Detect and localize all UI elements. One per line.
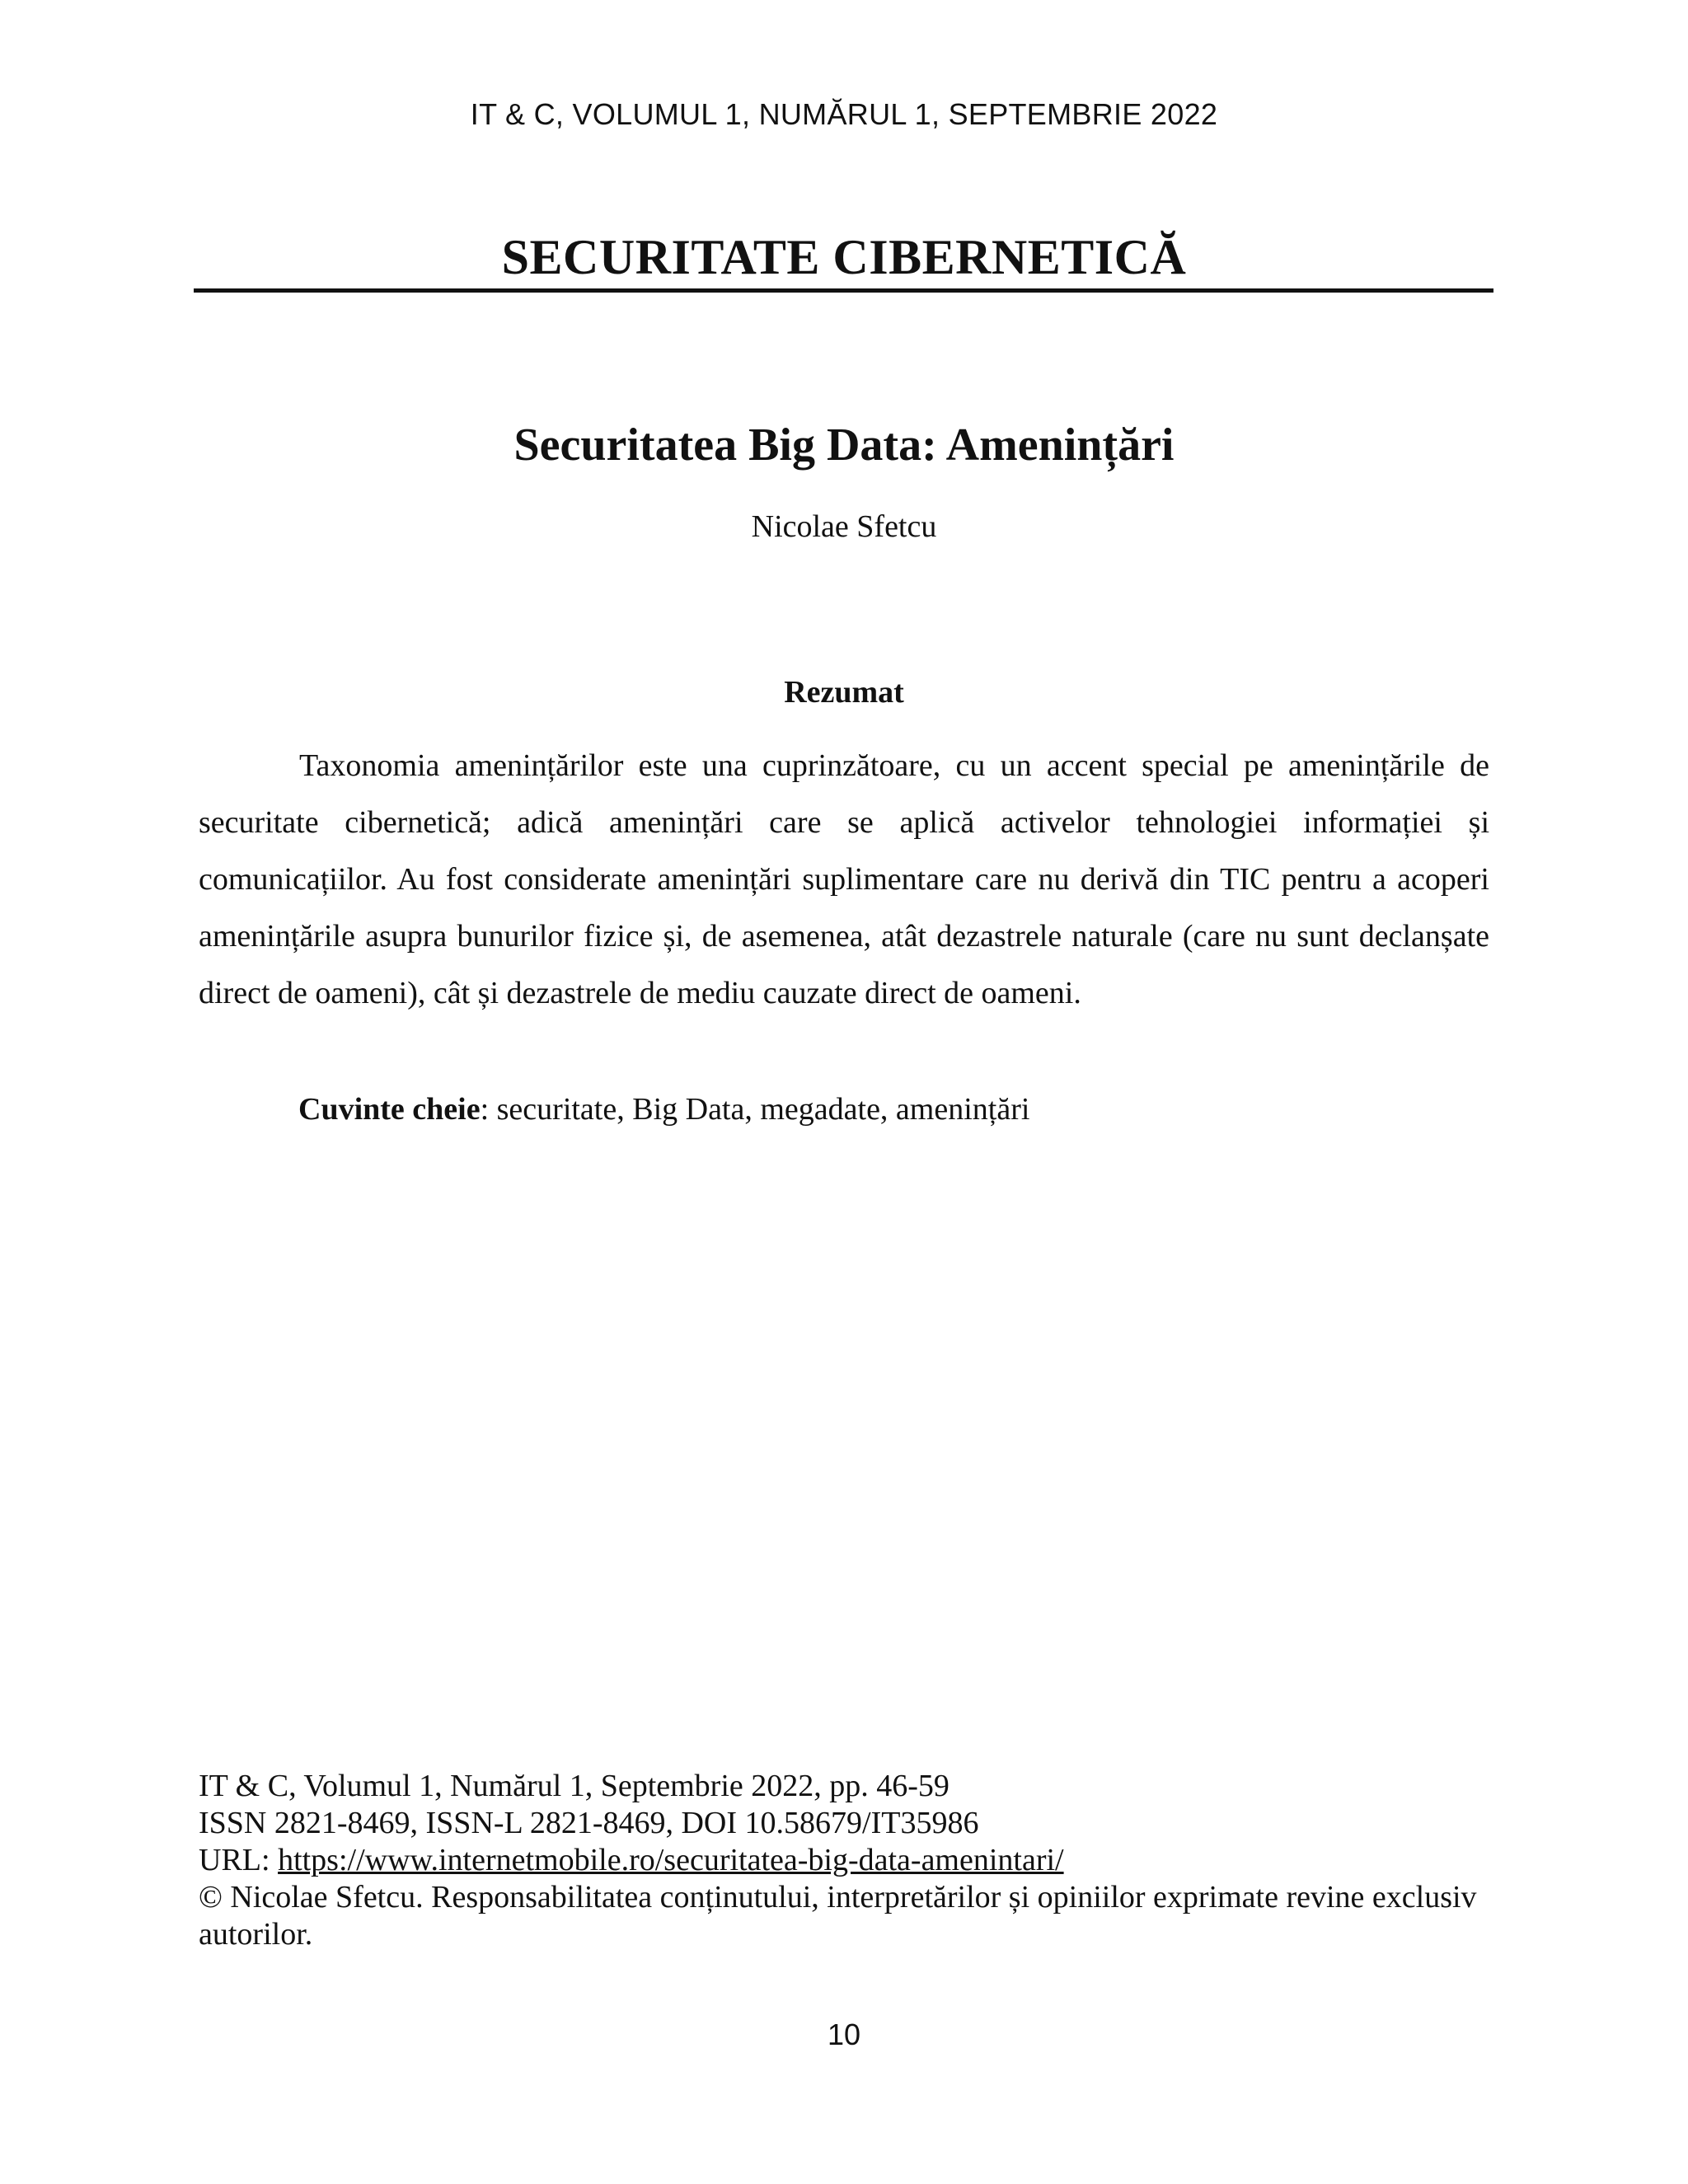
issn-line: ISSN 2821-8469, ISSN-L 2821-8469, DOI 10.58679/IT35986 [199, 1806, 979, 1840]
running-header: IT & C, VOLUMUL 1, NUMĂRUL 1, SEPTEMBRIE 2022 [470, 97, 1218, 131]
keywords-line [298, 1086, 1485, 1132]
url-label: URL: [199, 1843, 279, 1877]
citation-line: IT & C, Volumul 1, Numărul 1, Septembrie 2022, pp. 46-59 [199, 1769, 950, 1803]
keywords-label: Cuvinte cheie [298, 1092, 481, 1127]
citation-footnote [199, 1768, 1484, 1953]
article-url-link[interactable]: https://www.internetmobile.ro/securitatea-big-data-amenintari/ [278, 1843, 1064, 1877]
url-line [199, 1842, 1484, 1879]
keywords-separator: : [480, 1092, 490, 1127]
article-title: Securitatea Big Data: Amenințări [513, 419, 1175, 471]
copyright-notice: © Nicolae Sfetcu. Responsabilitatea conținutului, interpretărilor și opiniilor exprimate revine exclusiv autorilor. [199, 1880, 1477, 1952]
abstract-body: Taxonomia amenințărilor este una cuprinzătoare, cu un accent special pe amenințările de securitate cibernetică; adică amenințări care se aplică activelor tehnologiei informației și comunicațiilor. Au fost considerate amenințări suplimentare care nu derivă din TIC pentru a acoperi amenințările asupra bunurilor fizice și, de asemenea, atât dezastrele naturale (care nu sunt declanșate direct de oameni), cât și dezastrele de mediu cauzate direct de oameni. [199, 748, 1489, 1010]
keywords-values: securitate, Big Data, megadate, amenințări [489, 1092, 1030, 1127]
section-divider [194, 288, 1493, 293]
section-title: SECURITATE CIBERNETICĂ [501, 230, 1187, 284]
author-name: Nicolae Sfetcu [751, 509, 937, 544]
page-number: 10 [827, 2018, 861, 2051]
abstract-heading: Rezumat [784, 675, 904, 710]
